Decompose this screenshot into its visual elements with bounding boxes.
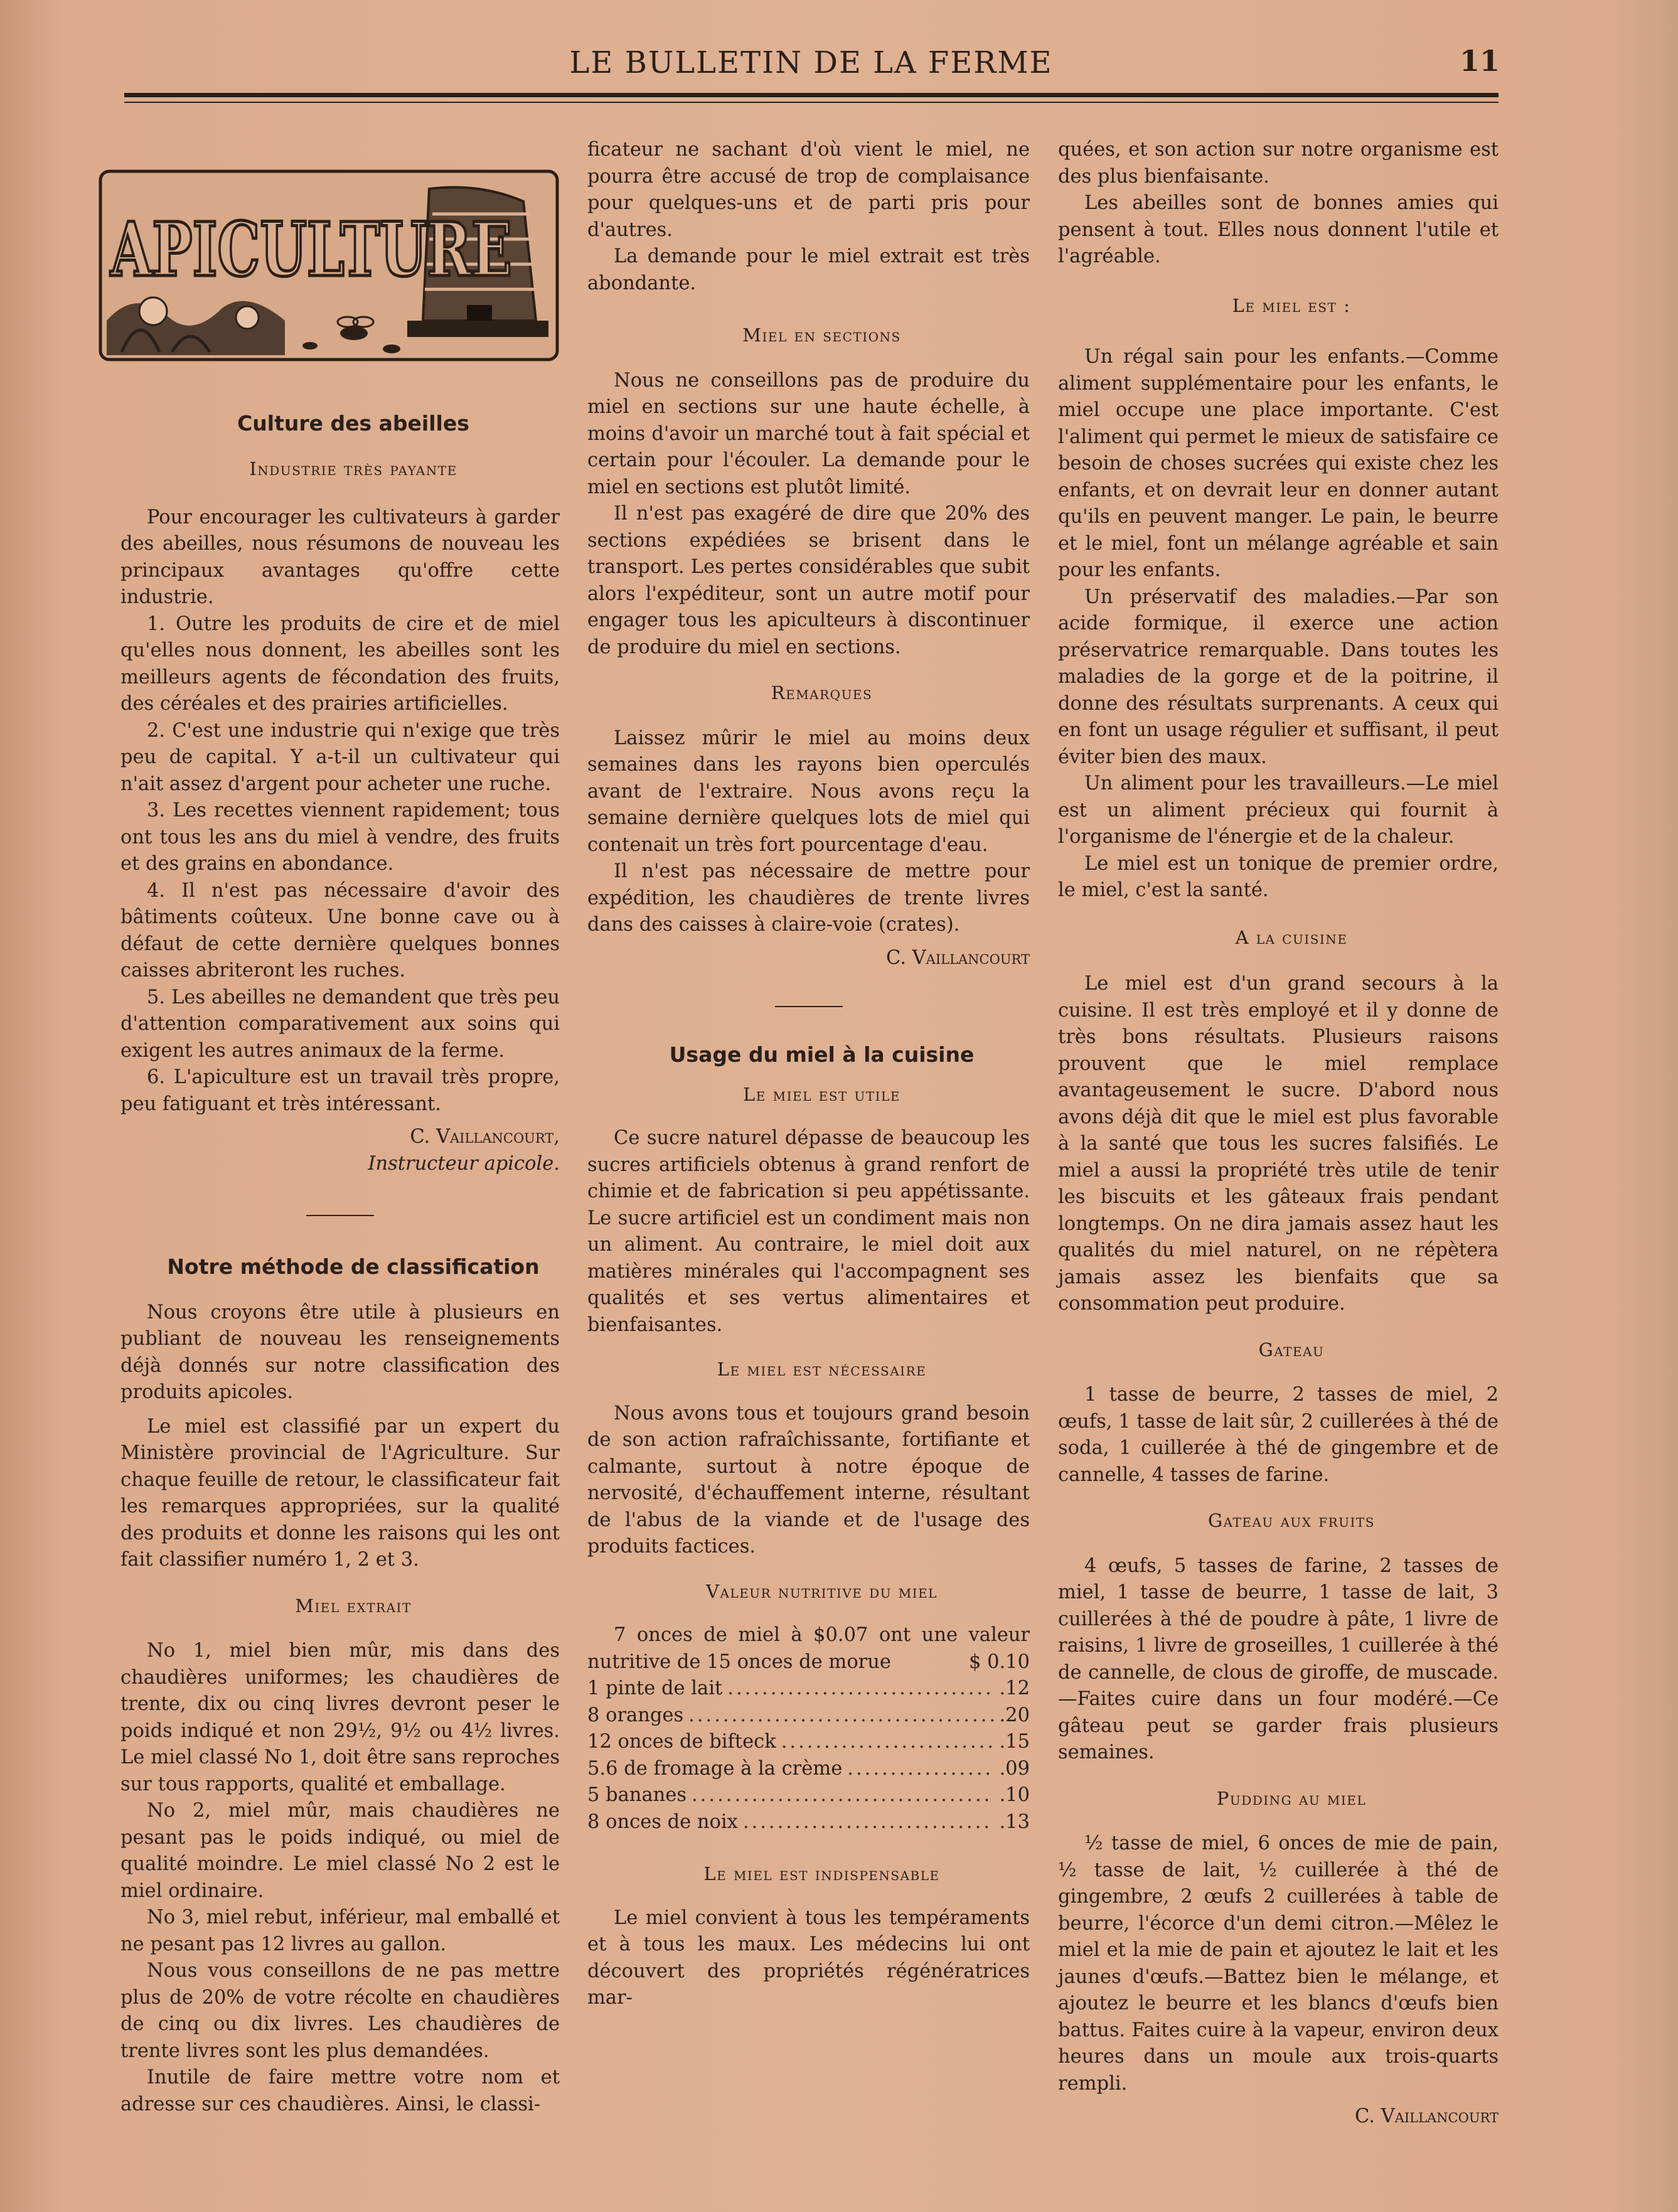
paragraph: Nous avons tous et toujours grand besoin de son action rafraîchissante, fortifiante et calmante, surtout à notre époque de nervosité, d'échauffement interne, résultant de l'abus de la viande et de l'usage des produits factices. (587, 1402, 1030, 1557)
paragraph: Nous vous conseillons de ne pas mettre plus de 20% de votre récolte en chaudières de cinq ou dix livres. Les chaudières de trente livres sont les plus demandées. (120, 1960, 560, 2062)
signature: C. Vaillancourt (1355, 2105, 1499, 2127)
subheading-miel-necessaire: Le miel est nécessaire (717, 1359, 927, 1380)
paragraph: 6. L'apiculture est un travail très propre, peu fatiguant et très intéressant. (120, 1066, 560, 1115)
paragraph: quées, et son action sur notre organisme est des plus bienfaisante. (1058, 139, 1499, 188)
row-value: .09 (999, 1757, 1030, 1780)
table-row (587, 1809, 1030, 1836)
apiculture-logo-text: APICULTURE (110, 206, 513, 293)
paragraph: Inutile de faire mettre votre nom et adresse sur ces chaudières. Ainsi, le classi- (120, 2066, 560, 2115)
signature-title (120, 1151, 560, 1178)
row-value: .13 (999, 1810, 1030, 1833)
paragraph: 3. Les recettes viennent rapidement; tous ont tous les ans du miel à vendre, des fruits et des grains en abondance. (120, 799, 560, 875)
subheading-miel-est: Le miel est : (1232, 294, 1351, 316)
subheading-gateau-fruits: Gateau aux fruits (1208, 1510, 1375, 1531)
paragraph: Nous ne conseillons pas de produire du miel en sections sur une haute échelle, à moins d'avoir un marché tout à fait spécial et certain pour l'écouler. La demande pour le miel en sections est plutôt limité. (587, 369, 1030, 498)
row-value: .20 (999, 1704, 1030, 1726)
table-intro-value: $ 0.10 (968, 1650, 1030, 1673)
leader-dots (847, 1756, 994, 1783)
paragraph: Le miel est d'un grand secours à la cuisine. Il est très employé et il y donne de très bons résultats. Plusieurs raisons prouvent que le miel remplace avantageusement le sucre. D'abord nous avons déjà dit que le miel est plus favorable à la santé que tous les sucres falsifiés. Le miel a aussi la propriété très utile de tenir les biscuits et les gâteaux frais pendant longtemps. On ne dira jamais assez haut les qualités du miel naturel, on ne répètera jamais assez les bienfaits que sa consommation peut produire. (1058, 973, 1499, 1315)
paragraph: ficateur ne sachant d'où vient le miel, ne pourra être accusé de trop de complaisance pour quelques-uns et de parti pris pour d'autres. (587, 139, 1030, 241)
header-rule-thick (124, 93, 1499, 97)
leader-dots (727, 1675, 994, 1702)
table-row (587, 1729, 1030, 1756)
paragraph: 2. C'est une industrie qui n'exige que très peu de capital. Y a-t-il un cultivateur qui n'ait assez d'argent pour acheter une ruche. (120, 719, 560, 795)
paragraph: Les abeilles sont de bonnes amies qui pensent à tout. Elles nous donnent l'utile et l'agréable. (1058, 192, 1499, 267)
paragraph: Laissez mûrir le miel au moins deux semaines dans les rayons bien operculés avant de l'extraire. Nous avons reçu la semaine dernière quelques lots de miel qui contenait un très fort pourcentage d'eau. (587, 727, 1030, 856)
subheading-miel-utile: Le miel est utile (743, 1083, 900, 1105)
paragraph: 1. Outre les produits de cire et de miel qu'elles nous donnent, les abeilles sont les meilleurs agents de fécondation des fruits, des céréales et des prairies artificielles. (120, 612, 560, 715)
recipe-paragraph: 1 tasse de beurre, 2 tasses de miel, 2 œufs, 1 tasse de lait sûr, 2 cuillerées à thé de soda, 1 cuillerée à thé de gingembre et de cannelle, 4 tasses de farine. (1058, 1384, 1499, 1486)
paragraph: La demande pour le miel extrait est très abondante. (587, 245, 1030, 294)
subheading-a-la-cuisine: A la cuisine (1235, 926, 1348, 948)
subheading-valeur-nutritive: Valeur nutritive du miel (706, 1580, 938, 1602)
subheading-miel-indispensable: Le miel est indispensable (703, 1863, 940, 1884)
paragraph: 5. Les abeilles ne demandent que très peu d'attention comparativement aux soins qui exigent les autres animaux de la ferme. (120, 986, 560, 1062)
paragraph: No 3, miel rebut, inférieur, mal emballé et ne pesant pas 12 livres au gallon. (120, 1906, 560, 1955)
paragraph: Un aliment pour les travailleurs.—Le miel est un aliment précieux qui fournit à l'organisme de l'énergie et de la chaleur. (1058, 772, 1499, 848)
subheading-miel-sections: Miel en sections (742, 324, 901, 346)
row-value: .10 (999, 1784, 1030, 1806)
paragraph: 4. Il n'est pas nécessaire d'avoir des bâtiments coûteux. Une bonne cave ou à défaut de cette dernière quelques bonnes caisses abriteront les ruches. (120, 879, 560, 981)
paragraph: Pour encourager les cultivateurs à garder des abeilles, nous résumons de nouveau les principaux avantages qu'offre cette industrie. (120, 506, 560, 608)
paragraph: Ce sucre naturel dépasse de beaucoup les sucres artificiels obtenus à grand renfort de chimie et de fabrication si peu appétissante. Le sucre artificiel est un condiment mais non un aliment. Au contraire, le miel doit aux matières minérales qui l'accompagnent ses qualités et ses vertus alimentaires et bienfaisantes. (587, 1127, 1030, 1336)
subheading-gateau: Gateau (1258, 1338, 1325, 1360)
row-value: .12 (999, 1677, 1030, 1699)
leader-dots (692, 1782, 995, 1809)
column-2 (587, 137, 1030, 2012)
signature-title-text: Instructeur apicole. (368, 1152, 560, 1175)
table-row (587, 1756, 1030, 1783)
table-row (587, 1702, 1030, 1729)
table-row (587, 1675, 1030, 1702)
subheading-pudding: Pudding au miel (1216, 1787, 1367, 1809)
signature: C. Vaillancourt (886, 946, 1030, 969)
row-label: 8 onces de noix (587, 1810, 738, 1833)
subheading-remarques: Remarques (771, 682, 873, 703)
paragraph: No 2, miel mûr, mais chaudières ne pesant pas le poids indiqué, ou miel de qualité moindre. Le miel classé No 2 est le miel ordinaire. (120, 1800, 560, 1902)
page-number: 11 (1459, 44, 1500, 78)
row-label: 5.6 de fromage à la crème (587, 1757, 843, 1780)
header-rule-thin (124, 102, 1499, 103)
signature-name: C. Vaillancourt, (410, 1126, 560, 1148)
paragraph: Le miel est un tonique de premier ordre, le miel, c'est la santé. (1058, 852, 1499, 901)
table-intro: 7 onces de miel à $0.07 ont une valeur nutritive de 15 onces de morue (587, 1624, 1030, 1673)
nutrition-table (587, 1622, 1030, 1835)
subheading-industrie: Industrie très payante (249, 458, 457, 479)
recipe-paragraph: ½ tasse de miel, 6 onces de mie de pain, ½ tasse de lait, ½ cuillerée à thé de gingembre, 2 œufs 2 cuillerées à table de beurre, l'écorce d'un demi citron.—Mêlez le miel et la mie de pain et ajoutez le lait et les jaunes d'œufs.—Battez bien le mélange, et ajoutez le beurre et les blancs d'œufs bien battus. Faites cuire à la vapeur, environ deux heures dans un moule aux trois-quarts rempli. (1058, 1832, 1499, 2095)
table-row (587, 1622, 1030, 1675)
row-label: 12 onces de bifteck (587, 1731, 776, 1753)
paragraph: Un préservatif des maladies.—Par son acide formique, il exerce une action préservatrice remarquable. Dans toutes les maladies de la gorge et de la poitrine, il donne des résultats surprenants. A ceux qui en font un usage régulier et suffisant, il peut éviter bien des maux. (1058, 585, 1499, 768)
leader-dots (688, 1702, 994, 1729)
column-3 (1058, 137, 1499, 2130)
leader-dots (743, 1809, 995, 1836)
running-title: LE BULLETIN DE LA FERME (569, 45, 1053, 80)
heading-usage-miel: Usage du miel à la cuisine (669, 1042, 975, 1067)
heading-classification: Notre méthode de classification (167, 1254, 540, 1279)
row-label: 8 oranges (587, 1704, 684, 1726)
heading-culture-abeilles: Culture des abeilles (237, 410, 469, 435)
recipe-paragraph: 4 œufs, 5 tasses de farine, 2 tasses de miel, 1 tasse de beurre, 1 tasse de lait, 3 cuillerées à thé de poudre à pâte, 1 livre de raisins, 1 livre de groseilles, 1 cuillerée à thé de cannelle, de clous de giroffe, de muscade.—Faites cuire dans un four modéré.—Ce gâteau peut se garder frais plusieurs semaines. (1058, 1554, 1499, 1763)
row-label: 1 pinte de lait (587, 1677, 723, 1699)
row-label: 5 bananes (587, 1784, 687, 1806)
paragraph: Il n'est pas nécessaire de mettre pour expédition, les chaudières de trente livres dans des caisses à claire-voie (crates). (587, 860, 1030, 936)
paragraph: Le miel est classifié par un expert du Ministère provincial de l'Agriculture. Sur chaque feuille de retour, le classificateur fait les remarques appropriées, sur la qualité des produits et donne les raisons qui les ont fait classifier numéro 1, 2 et 3. (120, 1415, 560, 1571)
paragraph: Il n'est pas exagéré de dire que 20% des sections expédiées se brisent dans le transport. Les pertes considérables que subit alors l'expéditeur, sont un autre motif pour engager tous les apiculteurs à discontinuer de produire du miel en sections. (587, 503, 1030, 658)
paragraph: No 1, miel bien mûr, mis dans des chaudières uniformes; les chaudières de trente, dix ou cinq livres devront peser le poids indiqué et non 29½, 9½ ou 4½ livres. Le miel classé No 1, doit être sans reproches sur tous rapports, qualité et emballage. (120, 1640, 560, 1795)
table-row (587, 1782, 1030, 1809)
row-value: .15 (999, 1731, 1030, 1753)
column-1 (110, 129, 560, 2118)
paragraph: Nous croyons être utile à plusieurs en publiant de nouveau les renseignements déjà donnés sur notre classification des produits apicoles. (120, 1301, 560, 1403)
paragraph: Le miel convient à tous les tempéraments et à tous les maux. Les médecins lui ont découvert des propriétés régénératrices mar- (587, 1906, 1030, 2009)
leader-dots (781, 1729, 995, 1756)
subheading-miel-extrait: Miel extrait (295, 1595, 412, 1616)
apiculture-logo (97, 164, 561, 371)
paragraph: Un régal sain pour les enfants.—Comme aliment supplémentaire pour les enfants, le miel occupe une place importante. C'est l'aliment qui permet le mieux de satisfaire ce besoin de choses sucrées qui existe chez les enfants, et on devrait leur en donner autant qu'ils en peuvent manger. Le pain, le beurre et le miel, font un mélange agréable et sain pour les enfants. (1058, 346, 1499, 581)
page-header (122, 39, 1500, 89)
